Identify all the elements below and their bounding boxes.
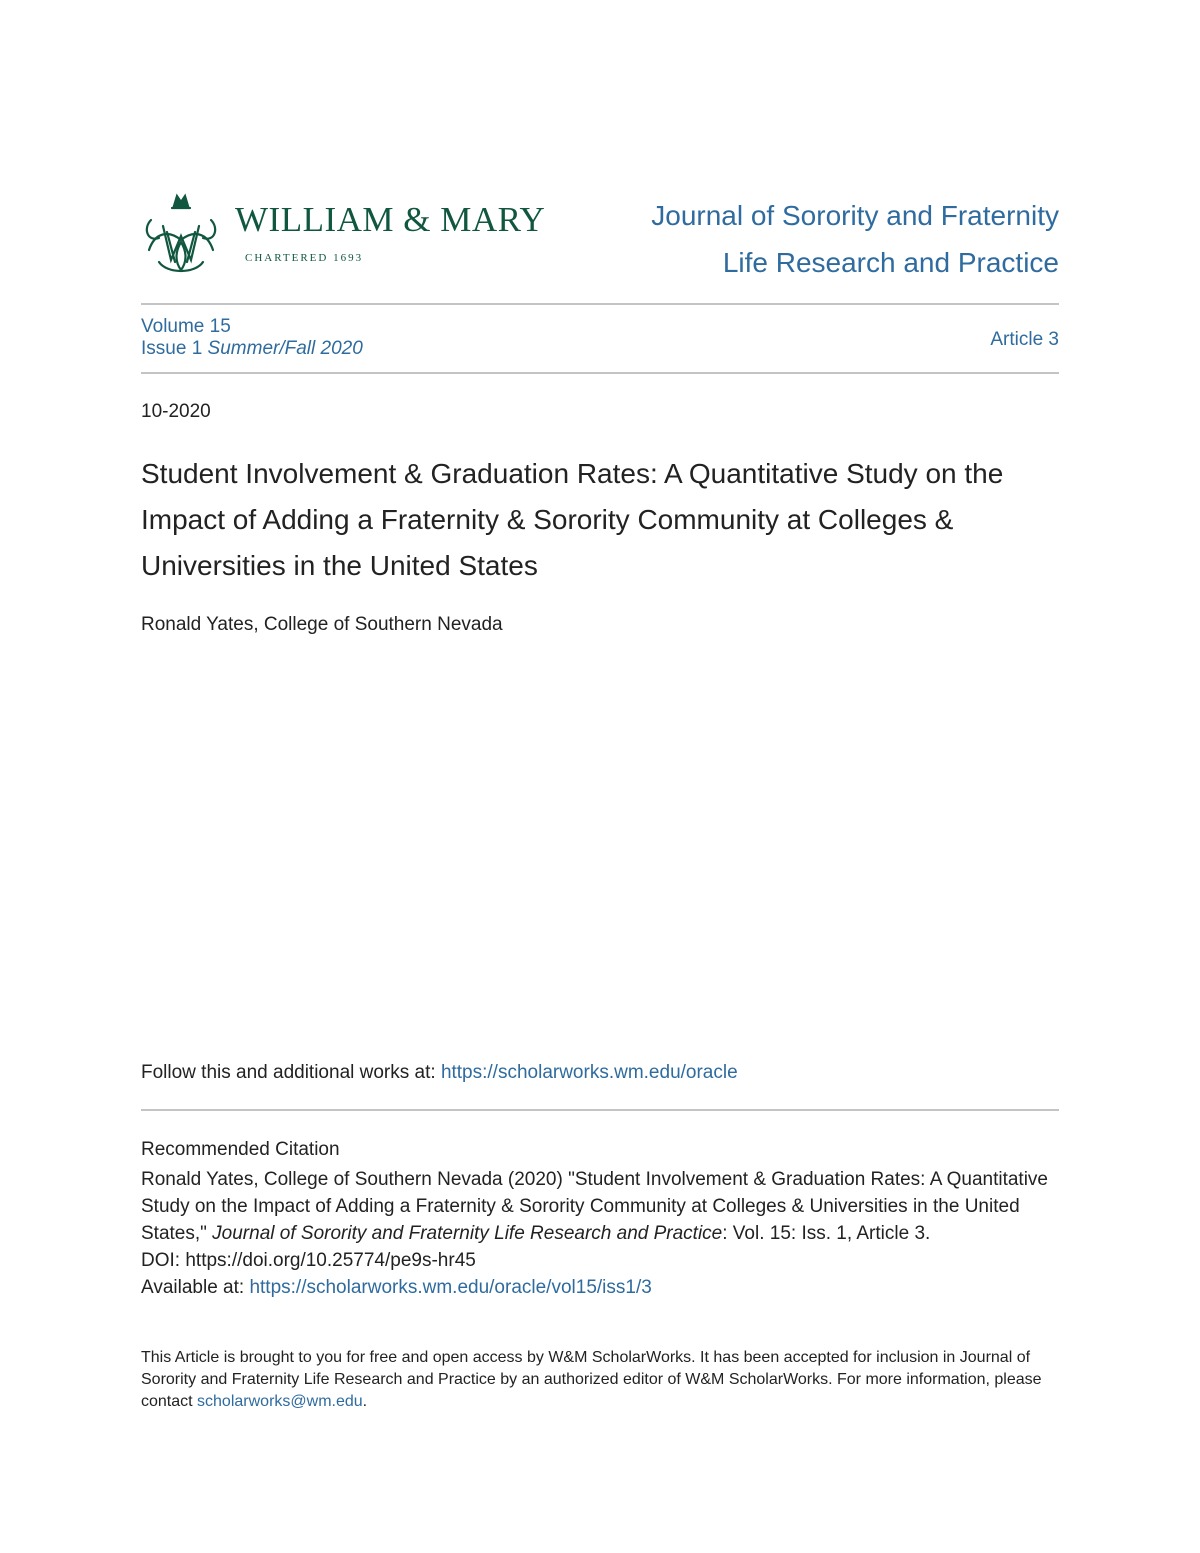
follow-url-link[interactable]: https://scholarworks.wm.edu/oracle xyxy=(440,1062,738,1083)
cypher-crest-icon xyxy=(141,192,221,276)
logo-wordmark: WILLIAM & MARY xyxy=(235,200,546,239)
logo-subtitle: CHARTERED 1693 xyxy=(245,252,364,264)
access-notice xyxy=(141,1347,1071,1413)
notice-end: . xyxy=(362,1393,368,1410)
issue-line[interactable] xyxy=(141,338,363,360)
citation-doi xyxy=(141,1247,1071,1274)
contact-email-link[interactable]: scholarworks@wm.edu xyxy=(197,1393,363,1410)
divider-issue xyxy=(141,372,1059,374)
volume-link[interactable]: Volume 15 xyxy=(141,316,231,337)
author-affiliation: Ronald Yates, College of Southern Nevada xyxy=(141,614,503,635)
publication-date: 10-2020 xyxy=(141,401,211,422)
issue-season[interactable]: Summer/Fall 2020 xyxy=(207,338,363,359)
citation-block xyxy=(141,1166,1071,1301)
issue-link[interactable]: Issue 1 xyxy=(141,338,203,359)
citation-journal: Journal of Sorority and Fraternity Life Research and Practice xyxy=(212,1223,723,1244)
institution-logo xyxy=(141,192,571,276)
article-number-link[interactable]: Article 3 xyxy=(990,329,1059,350)
volume-issue-block xyxy=(141,316,363,360)
divider-top xyxy=(141,303,1059,305)
journal-title-line2[interactable]: Life Research and Practice xyxy=(722,247,1059,278)
divider-bottom xyxy=(141,1109,1059,1111)
citation-text xyxy=(141,1166,1071,1247)
follow-text: Follow this and additional works at: xyxy=(141,1062,441,1083)
doi-value: https://doi.org/10.25774/pe9s-hr45 xyxy=(185,1250,476,1271)
doi-label: DOI: xyxy=(141,1250,186,1271)
citation-text-start: Ronald Yates, College of Southern Nevada (2020) "Student Involvement & Graduation Rates: A Quantitative Study on the Impact of Adding a Fraternity & Sorority Community at Colleges & Universities in the United States," xyxy=(141,1169,1048,1244)
notice-text: This Article is brought to you for free and open access by W&M ScholarWorks. It has been accepted for inclusion in Journal of Sorority and Fraternity Life Research and Practice by an authorized editor of W&M ScholarWorks. For more information, please contact xyxy=(141,1349,1042,1410)
citation-heading: Recommended Citation xyxy=(141,1139,340,1160)
follow-line xyxy=(141,1062,738,1084)
citation-text-end: : Vol. 15: Iss. 1, Article 3. xyxy=(722,1223,931,1244)
journal-title-line1[interactable]: Journal of Sorority and Fraternity xyxy=(651,200,1059,231)
citation-available xyxy=(141,1274,1071,1301)
journal-title[interactable] xyxy=(539,192,1059,286)
article-title[interactable]: Student Involvement & Graduation Rates: A Quantitative Study on the Impact of Adding a Fraternity & Sorority Community at Colleges & Universities in the United States xyxy=(141,458,1004,581)
available-label: Available at: xyxy=(141,1277,250,1298)
available-url-link[interactable]: https://scholarworks.wm.edu/oracle/vol15/iss1/3 xyxy=(249,1277,652,1298)
